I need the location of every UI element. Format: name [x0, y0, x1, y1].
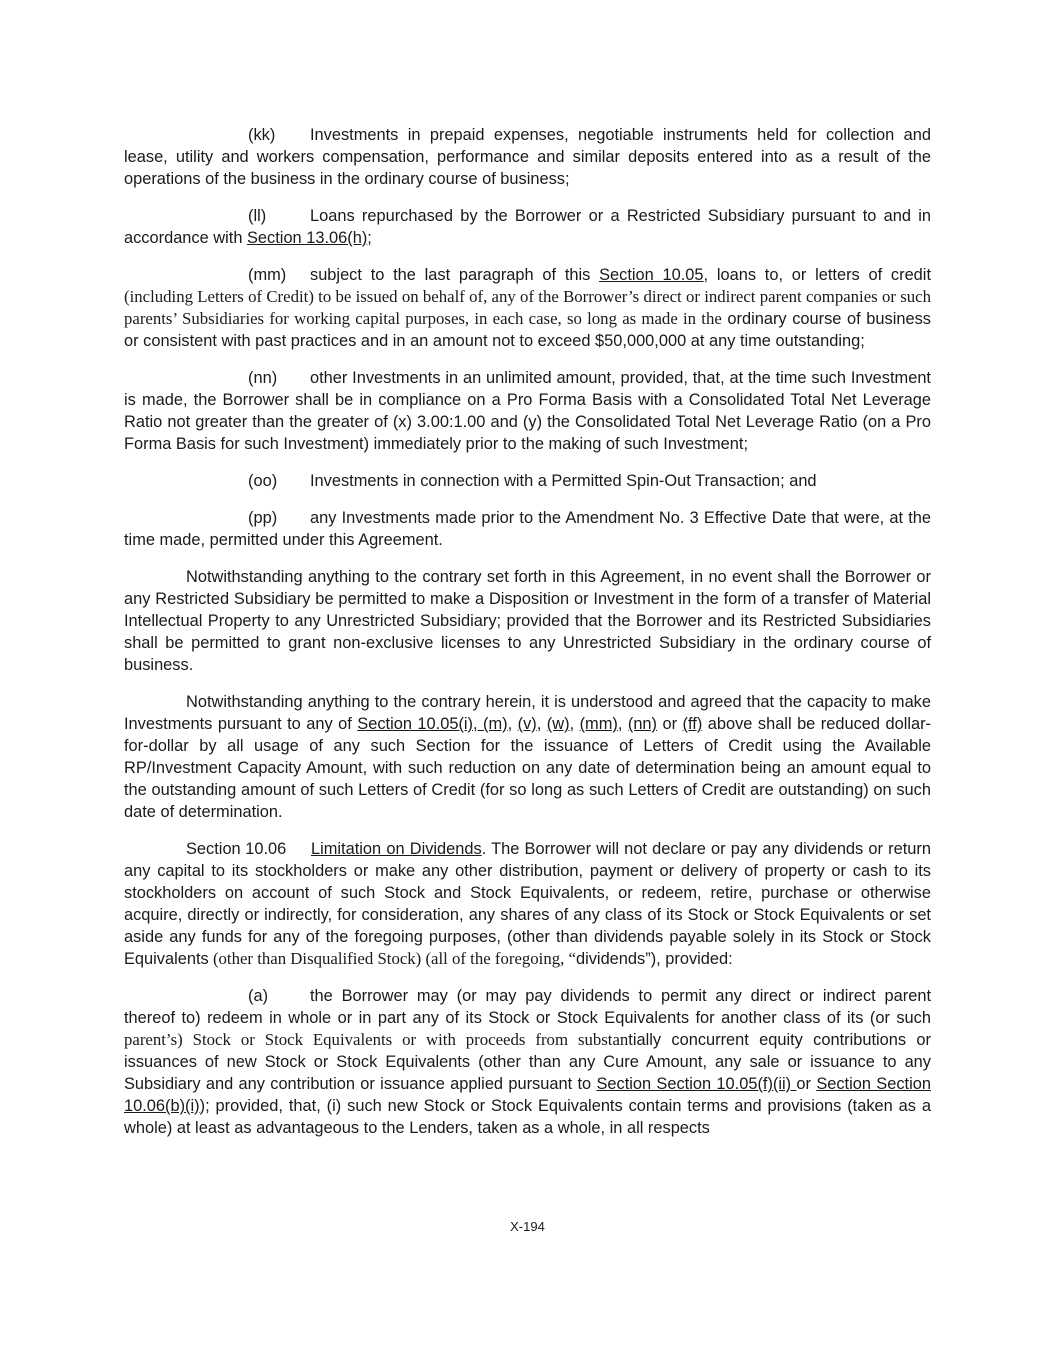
section-title: Limitation on Dividends — [311, 840, 482, 858]
separator-text: or — [796, 1075, 817, 1093]
clause-label: (pp) — [248, 509, 278, 527]
document-body — [124, 124, 931, 1154]
separator-text: , — [569, 715, 580, 733]
section-reference: (w) — [546, 715, 570, 733]
section-reference: (mm) — [579, 715, 618, 733]
paragraph-text: ”), provided: — [645, 950, 733, 968]
clause-ll — [124, 205, 931, 249]
clause-label: (ll) — [248, 207, 267, 225]
section-reference: Section Section 10.06(b)(i) — [124, 1075, 931, 1115]
clause-text: other Investments in an unlimited amount, provided, that, at the time such Investment is made, the Borrower shall be in compliance on a Pro Forma Basis with a Consolidated Total Net Leverage Ratio not greater than the greater of (x) 3.00:1.00 and (y) the Consolidated Total Net Leverage Ratio (on a Pro Forma Basis for such Investment) immediately prior to the making of such Investment; — [124, 369, 931, 453]
separator-text: , — [536, 715, 547, 733]
clause-text-serif: parent’s) Stock or Stock Equivalents or with proceeds from substan — [124, 1030, 629, 1049]
section-reference: Section Section 10.05(f)(ii) — [596, 1075, 797, 1093]
paragraph-text-serif: (other than Disqualified Stock) (all of the foregoing, “ — [208, 949, 576, 968]
clause-oo — [124, 470, 931, 492]
clause-text: , loans to, or letters of credit — [703, 266, 931, 284]
clause-text: Investments in prepaid expenses, negotiable instruments held for collection and lease, utility and workers compensation, performance and similar deposits entered into as a result of the operations of the business in the ordinary course of business; — [124, 126, 931, 188]
clause-a — [124, 985, 931, 1139]
notwithstanding-paragraph-2 — [124, 691, 931, 823]
clause-label: (oo) — [248, 472, 278, 490]
clause-label: (a) — [248, 987, 269, 1005]
separator-text: , — [507, 715, 518, 733]
paragraph-text: Notwithstanding anything to the contrary set forth in this Agreement, in no event shall the Borrower or any Restricted Subsidiary be permitted to make a Disposition or Investment in the form of a transfer of Material Intellectual Property to any Unrestricted Subsidiary; provided that the Borrower and its Restricted Subsidiaries shall be permitted to grant non-exclusive licenses to any Unrestricted Subsidiary in the ordinary course of business. — [124, 568, 931, 674]
section-reference: Section 10.05 — [599, 266, 704, 284]
clause-text: Investments in connection with a Permitted Spin-Out Transaction; and — [310, 472, 817, 490]
clause-text: ); provided, that, (i) such new Stock or Stock Equivalents contain terms and provisions (taken as a whole) at least as advantageous to the Lenders, taken as a whole, in all respects — [124, 1097, 931, 1137]
defined-term: dividends — [575, 950, 646, 968]
paragraph-text: . The Borrower will not declare or pay any dividends or return any capital to its stockholders or make any other distribution, payment or delivery of property or cash to its stockholders on account of such Stock and Stock Equivalents, or redeem, retire, purchase or otherwise acquire, directly or indirectly, for consideration, any shares of any class of its Stock or Stock Equivalents or set aside any funds for any of the foregoing purposes, (other than dividends payable solely in its Stock or Stock Equivalents — [124, 840, 931, 968]
clause-text: Loans repurchased by the Borrower or a Restricted Subsidiary pursuant to and in accordance with — [124, 207, 931, 247]
clause-label: (nn) — [248, 369, 278, 387]
separator-text: , — [617, 715, 628, 733]
clause-text: any Investments made prior to the Amendment No. 3 Effective Date that were, at the time made, permitted under this Agreement. — [124, 509, 931, 549]
clause-text-serif: (including Letters of Credit) to be issued on behalf of, any of the Borrower’s direct or indirect parent companies or such parents’ Subsidiaries for working capital purposes, in each case, so long as made in the — [124, 287, 931, 328]
notwithstanding-paragraph-1 — [124, 566, 931, 676]
clause-text: ordinary course of business or consistent with past practices and in an amount not to exceed $50,000,000 at any time outstanding; — [124, 310, 931, 350]
separator-text: or — [657, 715, 683, 733]
clause-kk — [124, 124, 931, 190]
clause-nn — [124, 367, 931, 455]
section-reference: (ff) — [682, 715, 703, 733]
clause-label: (kk) — [248, 126, 276, 144]
section-reference: Section 13.06(h) — [247, 229, 368, 247]
clause-text: subject to the last paragraph of this — [310, 266, 600, 284]
clause-text: the Borrower may (or may pay dividends to permit any direct or indirect parent thereof to) redeem in whole or in part any of its Stock or Stock Equivalents for another class of its (or such — [124, 987, 931, 1027]
section-reference: (v) — [517, 715, 537, 733]
section-reference: Section 10.05(i), (m) — [357, 715, 508, 733]
page-number: X-194 — [510, 1219, 545, 1234]
clause-label: (mm) — [248, 266, 287, 284]
paragraph-text: above shall be reduced dollar-for-dollar by all usage of any such Section for the issuance of Letters of Credit using the Available RP/Investment Capacity Amount, with such reduction on any date of determination being an amount equal to the outstanding amount of such Letters of Credit (for so long as such Letters of Credit are outstanding) on such date of determination. — [124, 715, 932, 821]
clause-mm — [124, 264, 931, 352]
section-number: Section 10.06 — [186, 840, 287, 858]
clause-pp — [124, 507, 931, 551]
section-reference: (nn) — [627, 715, 658, 733]
section-10-06 — [124, 838, 931, 970]
clause-text: ; — [367, 229, 372, 247]
clause-text: tially concurrent equity contributions or issuances of new Stock or Stock Equivalents (other than any Cure Amount, any sale or issuance to any Subsidiary and any contribution or issuance applied pursuant to — [124, 1031, 931, 1093]
paragraph-text: Notwithstanding anything to the contrary herein, it is understood and agreed that the capacity to make Investments pursuant to any of — [124, 693, 931, 733]
